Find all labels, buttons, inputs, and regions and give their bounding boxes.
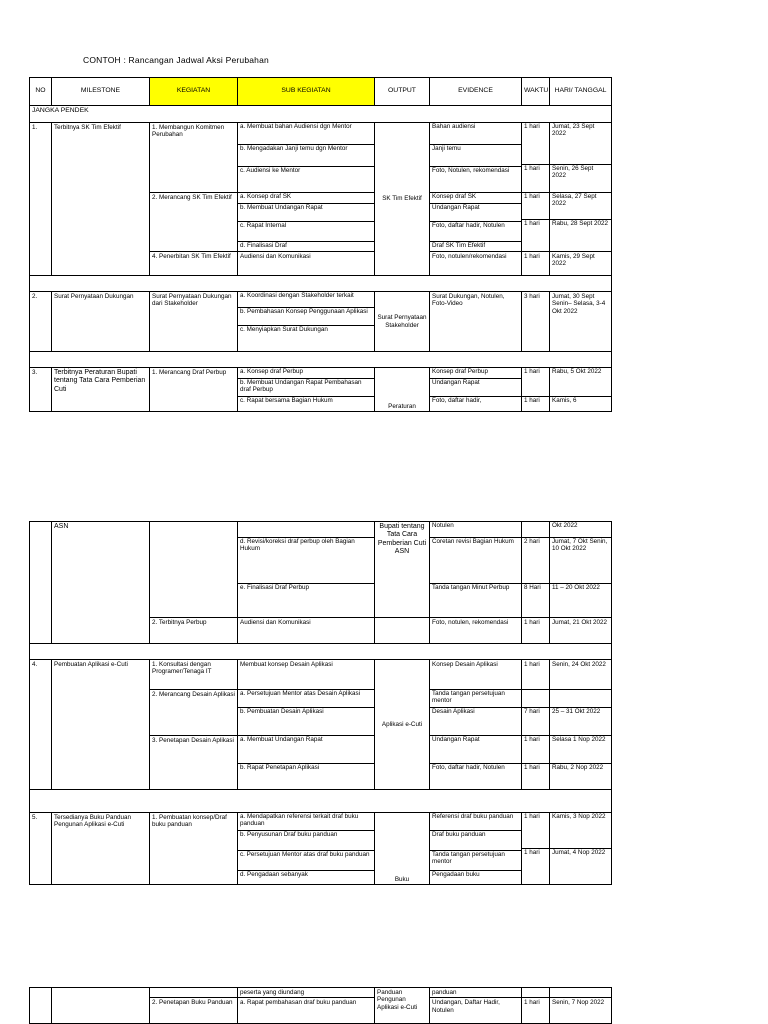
milestone-name: Pembuatan Aplikasi e-Cuti xyxy=(52,660,150,790)
tanggal-item: Selasa 1 Nop 2022 xyxy=(550,736,611,764)
spacer-row xyxy=(30,276,612,292)
subkegiatan-cell: peserta yang diundang xyxy=(238,988,375,998)
schedule-table-part1 xyxy=(29,77,612,412)
waktu-cell: 1 hari xyxy=(522,660,550,690)
waktu-cell: 1 hari xyxy=(522,252,550,276)
evidence-item: Desain Aplikasi xyxy=(432,708,475,715)
waktu-item: 1 hari xyxy=(524,764,540,771)
evidence-item: Draf buku panduan xyxy=(430,831,521,851)
milestone-name: Terbitnya SK Tim Efektif xyxy=(52,123,150,276)
milestone-name xyxy=(52,988,150,1024)
waktu-item: 1 hari xyxy=(524,397,540,404)
milestone-name: ASN xyxy=(52,522,150,644)
subkegiatan-item: c. Audiensi ke Mentor xyxy=(240,167,301,174)
tanggal-item xyxy=(550,690,611,708)
evidence-item: Bahan audiensi xyxy=(430,123,521,145)
waktu-item: 1 hari xyxy=(522,736,549,764)
subkegiatan-item: c. Menyiapkan Surat Dukungan xyxy=(240,326,328,333)
subkegiatan-item: b. Penyusunan Draf buku panduan xyxy=(238,831,374,851)
evidence-cell: panduan xyxy=(430,988,522,998)
evidence-item: Tanda tangan Minut Perbup xyxy=(432,584,510,591)
tanggal-cell: Senin, 24 Okt 2022 xyxy=(550,660,612,690)
output-cell: Bupati tentang Tata Cara Pemberian Cuti ASN xyxy=(375,522,430,618)
header-output: OUTPUT xyxy=(375,78,430,106)
subkegiatan-item: b. Mengadakan Janji temu dgn Mentor xyxy=(238,145,374,167)
waktu-item: 1 hari xyxy=(522,813,549,849)
tanggal-cell: Jumat, 30 Sept Senin– Selasa, 3-4 Okt 2022 xyxy=(550,292,612,352)
output-cell: Surat Pernyataan Stakeholder xyxy=(375,292,430,352)
milestone-no: 3. xyxy=(30,368,52,412)
evidence-cell: Foto, notulen, rekomendasi xyxy=(430,618,522,644)
waktu-item: 1 hari xyxy=(524,849,540,856)
waktu-item: 1 hari xyxy=(524,220,540,227)
schedule-table-part2 xyxy=(29,521,612,885)
kegiatan-cell: 1. Merancang Draf Perbup xyxy=(150,368,238,412)
kegiatan-cell: 2. Merancang SK Tim Efektif xyxy=(150,193,238,252)
output-cell: SK Tim Efektif xyxy=(375,123,430,276)
kegiatan-cell: 2. Terbitnya Perbup xyxy=(150,618,238,644)
evidence-item: Konsep draf SK xyxy=(430,193,521,204)
tanggal-item: 25 – 31 Okt 2022 xyxy=(552,708,601,715)
kegiatan-cell xyxy=(150,988,238,998)
output-cell: Panduan Pengunan Aplikasi e-Cuti xyxy=(375,988,430,1024)
kegiatan-cell: 2. Merancang Desain Aplikasi xyxy=(150,690,238,736)
waktu-item: 1 hari xyxy=(524,165,540,172)
table-row xyxy=(30,522,612,618)
waktu-item: 1 hari xyxy=(522,368,549,397)
subkegiatan-item: b. Membuat Undangan Rapat xyxy=(238,204,374,222)
evidence-item: Foto, daftar hadir, Notulen xyxy=(432,764,505,771)
waktu-cell: 3 hari xyxy=(522,292,550,352)
evidence-item: Undangan Rapat xyxy=(430,736,521,764)
subkegiatan-item: d. Revisi/koreksi draf perbup oleh Bagian Hukum xyxy=(238,538,374,584)
table-row xyxy=(30,292,612,352)
waktu-item: 1 hari xyxy=(522,193,549,220)
subkegiatan-item: d. Finalisasi Draf xyxy=(240,242,287,249)
tanggal-cell xyxy=(550,988,612,998)
evidence-item: Foto, daftar hadir, xyxy=(432,397,482,404)
waktu-cell: 1 hari xyxy=(522,998,550,1024)
subkegiatan-cell: a. Rapat pembahasan draf buku panduan xyxy=(238,998,375,1024)
tanggal-item: Rabu, 2 Nop 2022 xyxy=(552,764,604,771)
tanggal-item: Selasa, 27 Sept 2022 xyxy=(550,193,611,220)
kegiatan-cell: 1. Pembuatan konsep/Draf buku panduan xyxy=(150,813,238,885)
kegiatan-cell: Surat Pernyataan Dukungan dari Stakeholder xyxy=(150,292,238,352)
evidence-cell: Foto, notulen/rekomendasi xyxy=(430,252,522,276)
output-cell: Buku xyxy=(375,813,430,885)
subkegiatan-item: c. Rapat Internal xyxy=(238,222,374,242)
header-no: NO xyxy=(30,78,52,106)
schedule-table-part3 xyxy=(29,987,612,1024)
milestone-name: Tersedianya Buku Panduan Pengunan Aplikasi e-Cuti xyxy=(52,813,150,885)
waktu-item: 1 hari xyxy=(522,123,549,165)
evidence-item: Undangan Rapat xyxy=(430,379,521,397)
milestone-no: 5. xyxy=(30,813,52,885)
evidence-cell: Surat Dukungan, Notulen, Foto-Video xyxy=(430,292,522,352)
section-label: JANGKA PENDEK xyxy=(30,106,612,123)
waktu-item: 2 hari xyxy=(522,538,549,584)
evidence-cell: Konsep Desain Aplikasi xyxy=(430,660,522,690)
spacer-row xyxy=(30,352,612,368)
header-hari-tanggal: HARI/ TANGGAL xyxy=(550,78,612,106)
output-cell xyxy=(375,618,430,644)
milestone-name: Terbitnya Peraturan Bupati tentang Tata Cara Pemberian Cuti xyxy=(52,368,150,412)
document-title: CONTOH : Rancangan Jadwal Aksi Perubahan xyxy=(83,55,269,65)
tanggal-item: Senin, 26 Sept 2022 xyxy=(552,165,594,180)
subkegiatan-item: c. Persetujuan Mentor atas draf buku panduan xyxy=(238,851,374,871)
milestone-no xyxy=(30,988,52,1024)
tanggal-item: Kamis, 3 Nop 2022 xyxy=(550,813,611,849)
subkegiatan-item: b. Pembahasan Konsep Penggunaan Aplikasi xyxy=(238,308,374,326)
subkegiatan-item xyxy=(238,522,374,538)
milestone-no: 4. xyxy=(30,660,52,790)
subkegiatan-cell: Audiensi dan Komunikasi xyxy=(238,618,375,644)
header-kegiatan: KEGIATAN xyxy=(150,78,238,106)
subkegiatan-item: d. Pengadaan sebanyak xyxy=(240,871,308,878)
header-waktu: WAKTU xyxy=(522,78,550,106)
tanggal-item: Jumat, 7 Okt Senin, 10 Okt 2022 xyxy=(550,538,611,584)
tanggal-cell: Kamis, 29 Sept 2022 xyxy=(550,252,612,276)
tanggal-cell: Senin, 7 Nop 2022 xyxy=(550,998,612,1024)
header-milestone: MILESTONE xyxy=(52,78,150,106)
subkegiatan-item: b. Rapat Penetapan Aplikasi xyxy=(240,764,320,771)
waktu-item xyxy=(522,690,549,708)
subkegiatan-cell: Membuat konsep Desain Aplikasi xyxy=(238,660,375,690)
evidence-item: Tanda tangan persetujuan mentor xyxy=(430,851,521,871)
tanggal-item: Okt 2022 xyxy=(550,522,611,538)
subkegiatan-item: a. Membuat bahan Audiensi dgn Mentor xyxy=(238,123,374,145)
tanggal-item: Jumat, 4 Nop 2022 xyxy=(552,849,606,856)
evidence-cell: Undangan, Daftar Hadir, Notulen xyxy=(430,998,522,1024)
header-evidence: EVIDENCE xyxy=(430,78,522,106)
subkegiatan-item: b. Membuat Undangan Rapat Pembahasan draf Perbup xyxy=(238,379,374,397)
evidence-item: Referensi draf buku panduan xyxy=(430,813,521,831)
output-cell: Peraturan xyxy=(375,368,430,412)
evidence-item: Draf SK Tim Efektif xyxy=(432,242,486,249)
subkegiatan-item: a. Konsep draf SK xyxy=(238,193,374,204)
evidence-item: Notulen xyxy=(430,522,521,538)
evidence-item: Janji temu xyxy=(430,145,521,167)
section-row xyxy=(30,106,612,123)
subkegiatan-item: a. Membuat Undangan Rapat xyxy=(238,736,374,764)
kegiatan-cell: 1. Konsultasi dengan Programer/Tenaga IT xyxy=(150,660,238,690)
waktu-item: 7 hari xyxy=(524,708,540,715)
subkegiatan-item: a. Persetujuan Mentor atas Desain Aplikasi xyxy=(238,690,374,708)
kegiatan-cell xyxy=(150,522,238,618)
subkegiatan-item: c. Rapat bersama Bagian Hukum xyxy=(240,397,333,404)
milestone-no: 2. xyxy=(30,292,52,352)
spacer-row xyxy=(30,644,612,660)
milestone-no xyxy=(30,522,52,644)
kegiatan-cell: 4. Penerbitan SK Tim Efektif xyxy=(150,252,238,276)
subkegiatan-item: e. Finalisasi Draf Perbup xyxy=(240,584,309,591)
evidence-item: Coretan revisi Bagian Hukum xyxy=(430,538,521,584)
evidence-item: Pengadaan buku xyxy=(432,871,480,878)
waktu-cell xyxy=(522,988,550,998)
table-row xyxy=(30,813,612,885)
waktu-item: 8 Hari xyxy=(524,584,541,591)
waktu-cell: 1 hari xyxy=(522,618,550,644)
tanggal-cell: Jumat, 21 Okt 2022 xyxy=(550,618,612,644)
milestone-name: Surat Pernyataan Dukungan xyxy=(52,292,150,352)
header-subkegiatan: SUB KEGIATAN xyxy=(238,78,375,106)
output-cell: Aplikasi e-Cuti xyxy=(375,660,430,790)
subkegiatan-item: a. Mendapatkan referensi terkait draf buku panduan xyxy=(238,813,374,831)
evidence-item: Undangan Rapat xyxy=(430,204,521,222)
kegiatan-cell: 1. Membangun Komitmen Perubahan xyxy=(150,123,238,193)
tanggal-item: 11 – 20 Okt 2022 xyxy=(552,584,600,591)
evidence-item: Konsep draf Perbup xyxy=(430,368,521,379)
tanggal-item: Rabu, 5 Okt 2022 xyxy=(550,368,611,397)
table-row xyxy=(30,988,612,998)
evidence-item: Tanda tangan persetujuan mentor xyxy=(430,690,521,708)
subkegiatan-cell: Audiensi dan Komunikasi xyxy=(238,252,375,276)
kegiatan-cell: 2. Penetapan Buku Panduan xyxy=(150,998,238,1024)
table-row xyxy=(30,660,612,690)
waktu-item xyxy=(522,522,549,538)
subkegiatan-item: a. Konsep draf Perbup xyxy=(238,368,374,379)
tanggal-item: Jumat, 23 Sept 2022 xyxy=(550,123,611,165)
tanggal-item: Rabu, 28 Sept 2022 xyxy=(552,220,609,227)
header-row xyxy=(30,78,612,106)
table-row xyxy=(30,368,612,412)
subkegiatan-item: b. Pembuatan Desain Aplikasi xyxy=(240,708,324,715)
spacer-row xyxy=(30,790,612,813)
table-row xyxy=(30,123,612,193)
evidence-item: Foto, daftar hadir, Notulen xyxy=(430,222,521,242)
tanggal-item: Kamis, 6 xyxy=(552,397,577,404)
evidence-item: Foto, Notulen, rekomendasi xyxy=(432,167,510,174)
kegiatan-cell: 3. Penetapan Desain Aplikasi xyxy=(150,736,238,790)
subkegiatan-item: a. Koordinasi dengan Stakeholder terkait xyxy=(238,292,374,308)
milestone-no: 1. xyxy=(30,123,52,276)
